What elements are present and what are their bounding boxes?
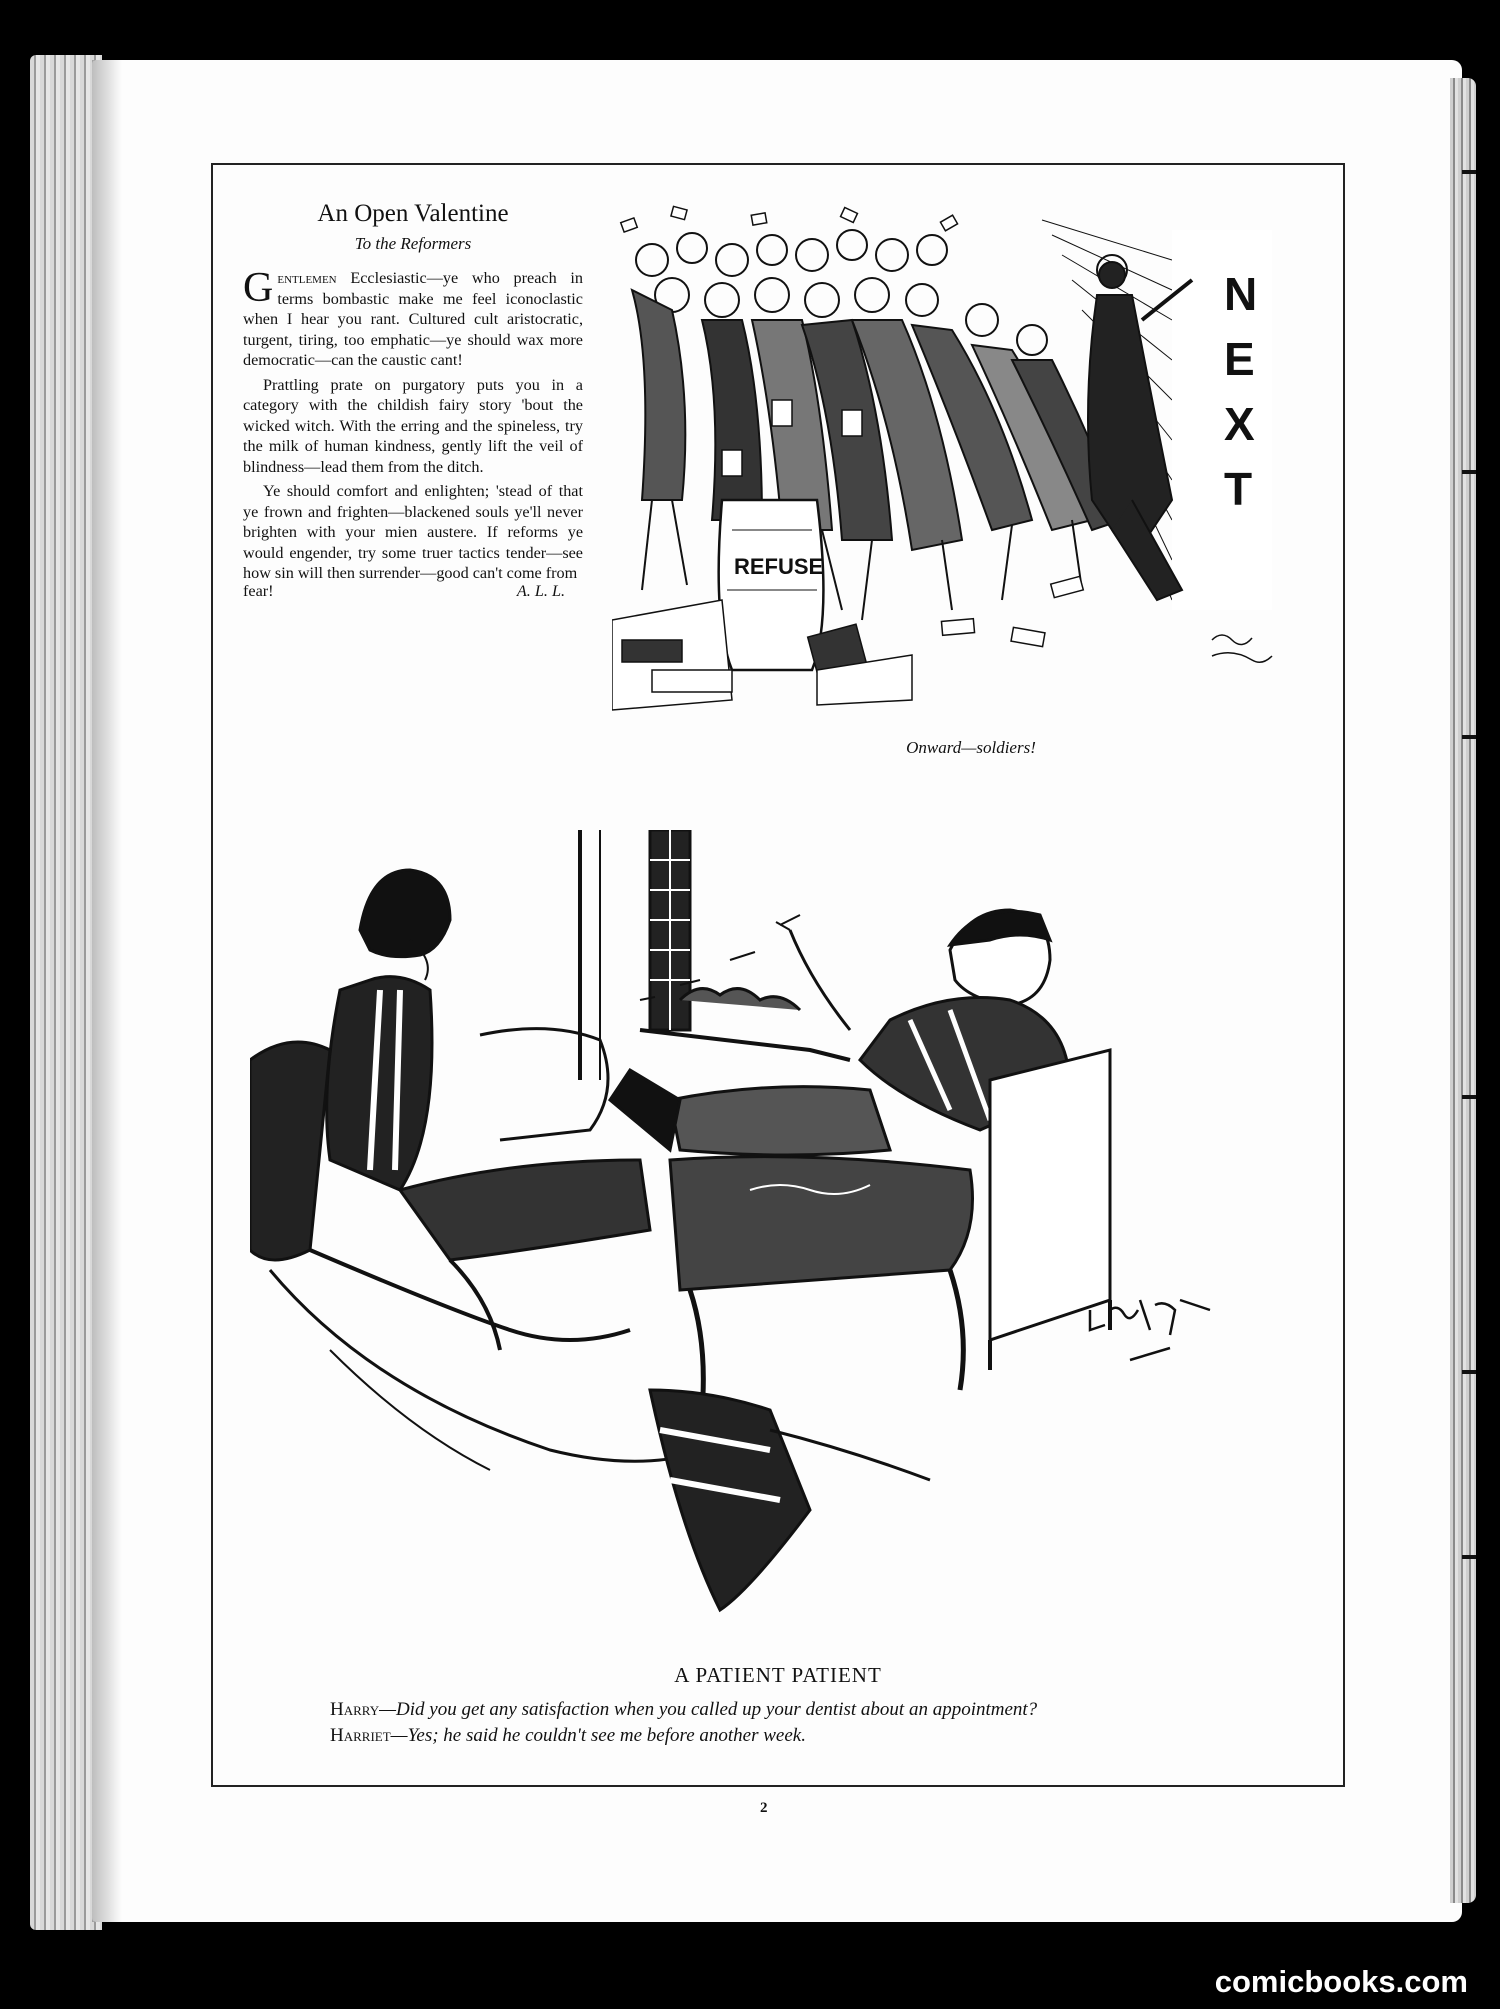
poem-stanza-3: Ye should comfort and enlighten; 'stead of that ye frown and frighten—blackened souls ye'll never brighten with your mien austere. If reforms ye would engender, try some truer tactics tender—see how sin will then surrender—good can't come from (243, 482, 583, 582)
crowd-cartoon-illustration (612, 200, 1330, 720)
edge-tick (1462, 470, 1476, 474)
poem-title: An Open Valentine (317, 200, 509, 227)
refuse-bag (719, 500, 824, 670)
site-watermark: comicbooks.com (1214, 1964, 1468, 1999)
edge-tick (1462, 1095, 1476, 1099)
poem-subtitle: To the Reformers (354, 234, 472, 253)
crowd-cartoon-caption: Onward—soldiers! (906, 738, 1036, 757)
poem-closing-line (243, 582, 583, 601)
speaker-harriet: Harriet (330, 1725, 391, 1746)
next-letter-n: N (1224, 268, 1258, 320)
gutter-shadow (92, 60, 122, 1922)
edge-tick (1462, 1370, 1476, 1374)
edge-tick (1462, 735, 1476, 739)
next-letter-t: T (1224, 463, 1253, 515)
crowd-figures (632, 230, 1192, 620)
page-number: 2 (760, 1800, 768, 1816)
poem-stanza-2: Prattling prate on purgatory puts you in a category with the childish fairy story 'bout the wicked witch. With the erring and the spineless, try the milk of human kindness, gently lift the veil of blindness—lead them from the ditch. (243, 375, 583, 476)
next-letter-e: E (1224, 333, 1255, 385)
speaker-harry: Harry (330, 1699, 380, 1720)
poem-column (243, 200, 583, 601)
cartoon-dialog (330, 1697, 1330, 1749)
dialog-line-2 (330, 1723, 1330, 1749)
armchair (990, 1050, 1110, 1370)
window (580, 830, 850, 1080)
patient-cartoon-illustration (250, 830, 1320, 1650)
poem-stanza-1 (243, 265, 583, 371)
edge-tick (1462, 1555, 1476, 1559)
next-letter-x: X (1224, 398, 1255, 450)
artist-signature (1212, 635, 1272, 662)
book-right-edge (1450, 78, 1476, 1903)
poem-stanza-1-text: Ecclesiastic—ye who preach in terms bombastic make me feel iconoclastic when I hear you rant. Cultured cult aristocratic, turgent, tiring, too emphatic—ye should wax more democratic—can the caustic cant! (243, 269, 583, 369)
dialog-line-1-text: —Did you get any satisfaction when you called up your dentist about an appointment? (379, 1699, 1038, 1720)
table (670, 1157, 973, 1430)
dialog-line-2-text: —Yes; he said he couldn't see me before another week. (390, 1725, 806, 1746)
poem-signature: A. L. L. (516, 581, 565, 600)
foreground-cushion (650, 1390, 930, 1610)
dialog-line-1 (330, 1697, 1330, 1723)
poem-last-word: fear! (243, 581, 274, 600)
poem-first-word: entlemen (277, 269, 337, 287)
edge-tick (1462, 170, 1476, 174)
cartoon-title: A PATIENT PATIENT (674, 1663, 882, 1687)
drop-cap: G (243, 265, 274, 311)
refuse-label: REFUSE (734, 554, 824, 579)
